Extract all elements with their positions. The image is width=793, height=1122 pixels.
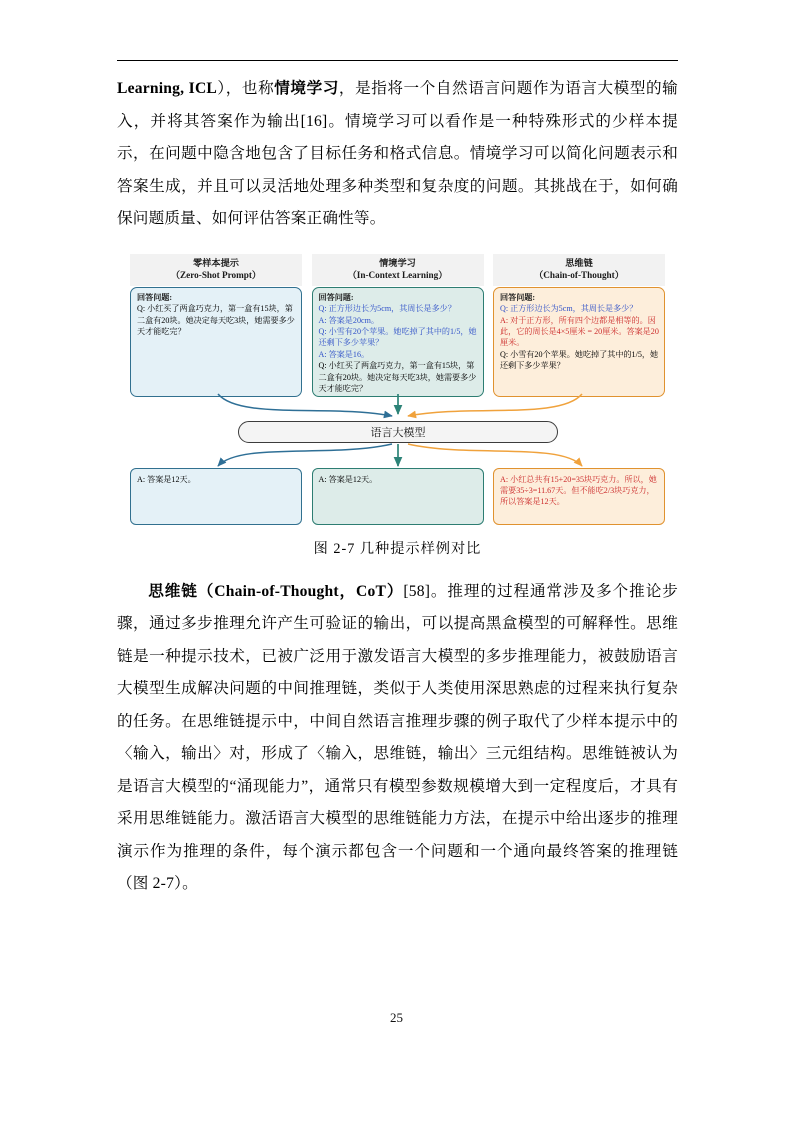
column-header-chain-of-thought (493, 254, 665, 286)
prompt-line-icl-4: Q: 小红买了两盒巧克力，第一盒有15块，第二盒有20块。她决定每天吃3块，她需要多少天才能吃完？ (318, 361, 477, 393)
column-title-en-cot: （Chain-of-Thought） (534, 270, 624, 281)
answer-text-zero-shot: A: 答案是12天。 (137, 474, 196, 484)
figure-column-in-context-learning (312, 254, 484, 397)
prompt-line-cot-2: Q: 小雪有20个苹果。她吃掉了其中的1/5，她还剩下多少苹果？ (500, 349, 659, 371)
para1-seg-2: 情境学习 (274, 80, 339, 97)
figure-column-chain-of-thought (493, 254, 665, 397)
prompt-line-cot-0: Q: 正方形边长为5cm，其周长是多少？ (500, 304, 638, 314)
prompt-lead-cot: 回答问题: (500, 292, 536, 302)
prompt-line-zero-shot-0: Q: 小红买了两盒巧克力，第一盒有15块，第二盒有20块。她决定每天吃3块，她需要多少天才能吃完？ (137, 304, 295, 336)
answer-text-cot: A: 小红总共有15+20=35块巧克力。所以，她需要35÷3=11.67天。但不能吃2/3块巧克力，所以答案是12天。 (500, 474, 657, 507)
prompt-lead-icl: 回答问题: (318, 292, 354, 302)
para1-seg-1: ），也称 (217, 80, 275, 97)
column-title-cn-cot: 思维链 (565, 257, 593, 268)
para1-seg-3: ，是指将一个自然语言问题作为语言大模型的输入，并将其答案作为输出[16]。情境学习可以看作是一种特殊形式的少样本提示，在问题中隐含地包含了目标任务和格式信息。情境学习可以简化问题表示和答案生成，并且可以灵活地处理多种类型和复杂度的问题。其挑战在于，如何确保问题质量、如何评估答案正确性等。 (117, 80, 678, 227)
column-title-en-icl: （In-Context Learning） (347, 270, 448, 281)
para2-seg-0: 思维链（Chain-of-Thought，CoT） (148, 582, 404, 600)
column-title-cn-zero-shot: 零样本提示 (193, 257, 239, 268)
answer-box-chain-of-thought (493, 468, 665, 525)
page-number: 25 (390, 1010, 403, 1025)
figure-2-7 (130, 254, 665, 526)
answer-text-icl: A: 答案是12天。 (318, 474, 378, 484)
prompt-line-icl-1: A: 答案是20cm。 (318, 315, 379, 325)
para1-seg-0: Learning, ICL (117, 80, 218, 97)
column-header-in-context-learning (312, 254, 484, 286)
prompt-lead-zero-shot: 回答问题: (137, 292, 173, 302)
figure-columns (130, 254, 665, 397)
prompt-line-icl-2: Q: 小雪有20个苹果。她吃掉了其中的1/5，她还剩下多少苹果？ (318, 326, 477, 348)
prompt-line-icl-3: A: 答案是16。 (318, 349, 370, 359)
language-model-node (238, 421, 558, 443)
figure-column-zero-shot (130, 254, 302, 397)
answer-box-in-context-learning (312, 468, 484, 525)
figure-answer-row (130, 468, 665, 525)
para2-seg-1: [58]。推理的过程通常涉及多个推论步骤，通过多步推理允许产生可验证的输出，可以提高黑盒模型的可解释性。思维链是一种提示技术，已被广泛用于激发语言大模型的多步推理能力，被鼓励语言大模型生成解决问题的中间推理链，类似于人类使用深思熟虑的过程来执行复杂的任务。在思维链提示中，中间自然语言推理步骤的例子取代了少样本提示中的〈输入，输出〉对，形成了〈输入，思维链，输出〉三元组结构。思维链被认为是语言大模型的“涌现能力”，通常只有模型参数规模增大到一定程度后，才具有采用思维链能力。激活语言大模型的思维链能力方法，在提示中给出逐步的推理演示作为推理的条件，每个演示都包含一个问题和一个通向最终答案的推理链（图 2-7）。 (117, 582, 679, 892)
prompt-box-in-context-learning (312, 287, 484, 397)
column-title-cn-icl: 情境学习 (379, 257, 416, 268)
figure-caption: 图 2-7 几种提示样例对比 (313, 540, 482, 557)
answer-box-zero-shot (130, 468, 302, 525)
column-title-en-zero-shot: （Zero-Shot Prompt） (170, 270, 262, 281)
prompt-box-chain-of-thought (493, 287, 665, 397)
language-model-node-label: 语言大模型 (370, 426, 426, 439)
page-content (117, 60, 678, 901)
prompt-line-cot-1: A: 对于正方形，所有四个边都是相等的。因此，它的周长是4×5厘米 = 20厘米。答案是20厘米。 (500, 315, 659, 348)
column-header-zero-shot (130, 254, 302, 286)
header-rule (117, 60, 678, 61)
paragraph-icl (117, 73, 678, 236)
prompt-box-zero-shot (130, 287, 302, 397)
prompt-line-icl-0: Q: 正方形边长为5cm，其周长是多少？ (318, 304, 456, 314)
paragraph-cot (117, 576, 678, 901)
